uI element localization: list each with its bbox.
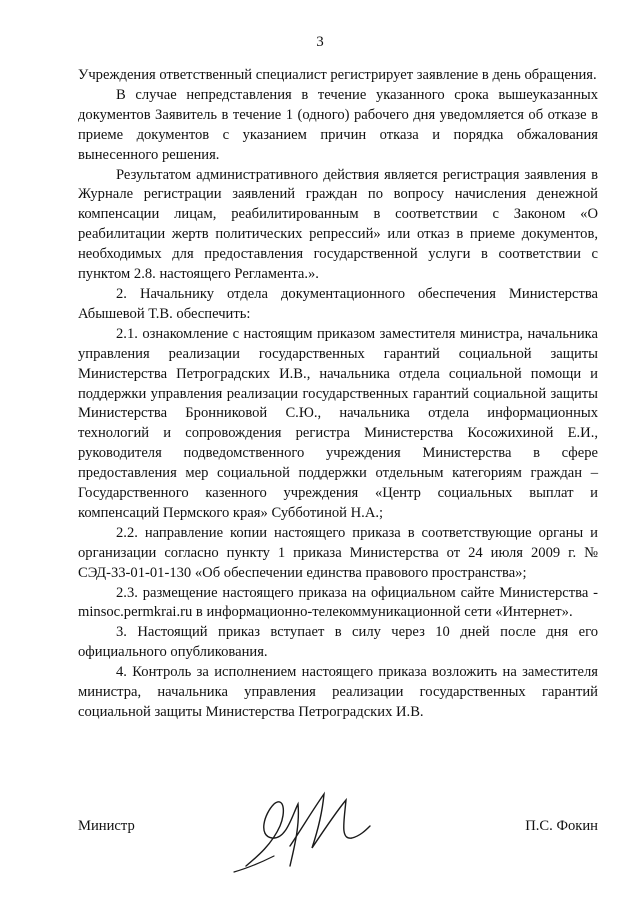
paragraph-item-3: 3. Настоящий приказ вступает в силу через 10 дней после дня его официального опубликования. [78,624,598,661]
paragraph-item-2-2: 2.2. направление копии настоящего приказа в соответствующие органы и организации согласно пункту 1 приказа Министерства от 24 июля 2009 г. № СЭД-33-01-01-130 «Об обеспечении единства правового пространства»; [78,524,598,581]
paragraph-item-2: 2. Начальнику отдела документационного обеспечения Министерства Абышевой Т.В. обеспечить: [78,285,598,322]
signature-row [78,818,598,842]
paragraph-item-2-1: 2.1. ознакомление с настоящим приказом заместителя министра, начальника управления реализации государственных гарантий социальной защиты Министерства Петроградских И.В., начальника отдела социальной помощи и поддержки управления реализации государственных гарантий социальной защиты Министерства Бронниковой С.Ю., начальника отдела информационных технологий и сопровождения регистра Министерства Косожихиной Е.И., руководителя подведомственного учреждения Министерства в сфере предоставления мер социальной поддержки отдельным категориям граждан – Государственного казенного учреждения «Центр социальных выплат и компенсаций Пермского края» Субботиной Н.А.; [78,325,598,521]
paragraph-result: Результатом административного действия является регистрация заявления в Журнале регистрации заявлений граждан по вопросу начисления денежной компенсации лицам, реабилитированным в соответствии с Законом «О реабилитации жертв политических репрессий» или отказ в приеме документов, необходимых для предоставления государственной услуги в соответствии с пунктом 2.8. настоящего Регламента.». [78,166,598,283]
paragraph-item-4: 4. Контроль за исполнением настоящего приказа возложить на заместителя министра, начальника управления реализации государственных гарантий социальной защиты Министерства Петроградских И.В. [78,664,598,720]
signatory-name: П.С. Фокин [525,818,598,834]
paragraph-refusal: В случае непредставления в течение указанного срока вышеуказанных документов Заявитель в течение 1 (одного) рабочего дня уведомляется об отказе в приеме документов с указанием причин отказа и порядка обжалования вынесенного решения. [78,86,598,163]
signatory-title: Министр [78,818,135,834]
document-body [78,66,598,723]
paragraph-item-2-3: 2.3. размещение настоящего приказа на официальном сайте Министерства - minsoc.permkrai.ru в информационно-телекоммуникационной сети «Интернет». [78,584,598,621]
paragraph-continuation: Учреждения ответственный специалист регистрирует заявление в день обращения. [78,67,597,83]
page-number: 3 [316,34,324,50]
